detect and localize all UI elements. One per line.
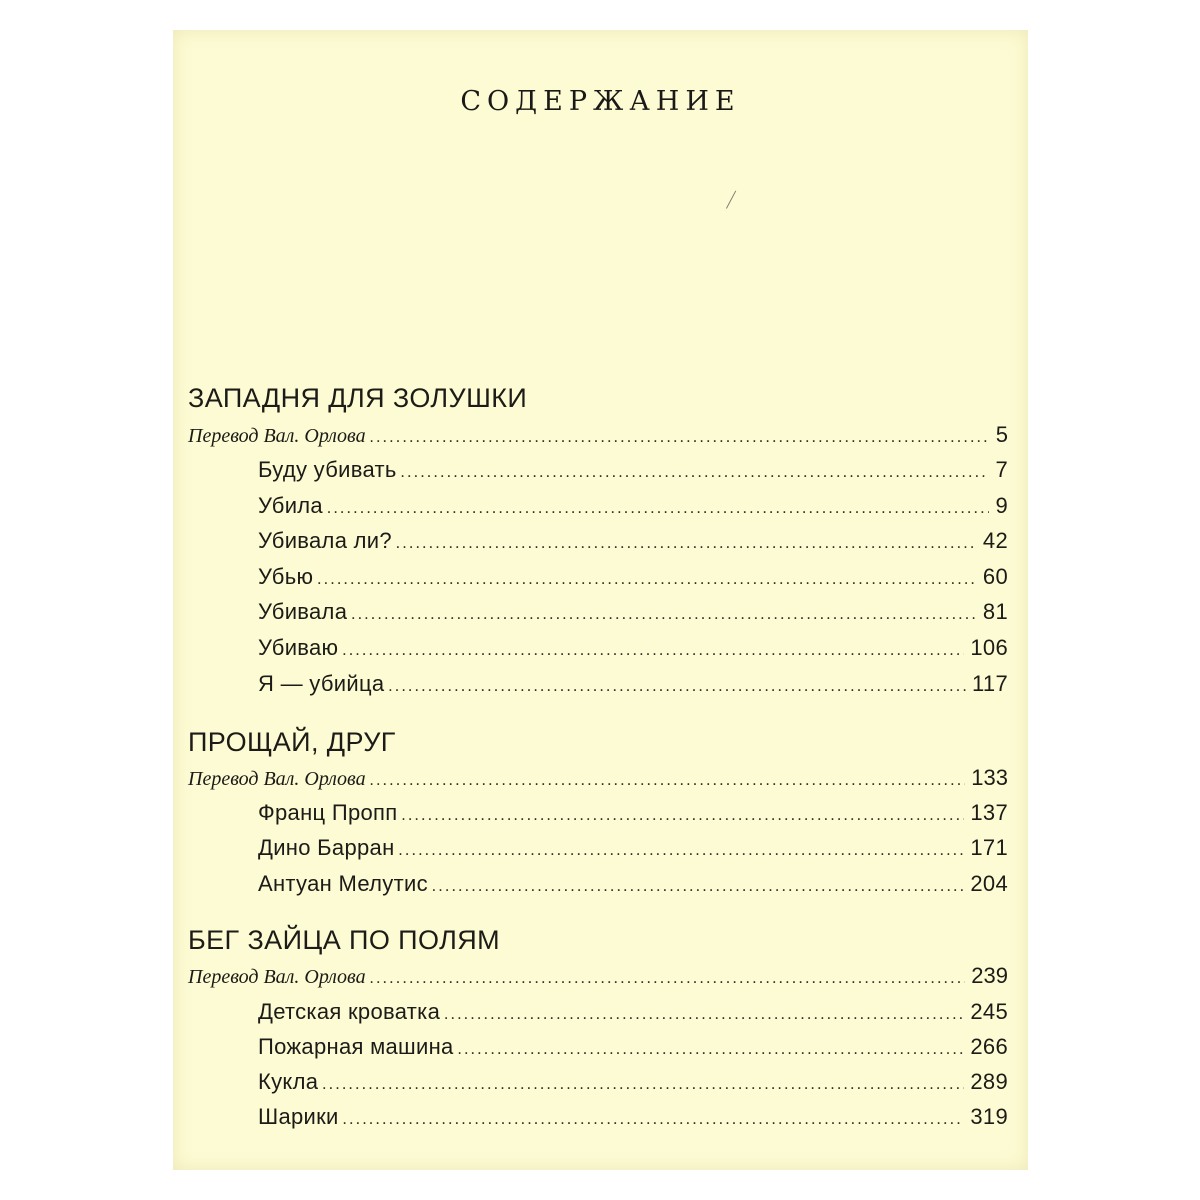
dot-leader [444,1000,964,1030]
entry-label: Убивала [258,599,348,624]
page-number: 239 [971,963,1008,988]
toc-chapter-entry[interactable] [258,491,1008,521]
entry-label: Убивала ли? [258,528,392,553]
dot-leader [458,1035,965,1065]
dot-leader [343,1105,965,1135]
toc-translator-entry[interactable] [188,961,1008,991]
dot-leader [317,565,977,595]
dot-leader [399,836,965,866]
entry-label: Убила [258,493,323,518]
page-number: 266 [970,1034,1008,1059]
toc-chapter-entry[interactable] [258,833,1008,863]
page-number: 171 [970,835,1008,860]
toc-translator-entry[interactable] [188,763,1008,793]
dot-leader [370,423,990,453]
toc-chapter-entry[interactable] [258,798,1008,828]
dot-leader [396,529,977,559]
page-title: СОДЕРЖАНИЕ [460,86,741,117]
entry-label: Перевод Вал. Орлова [188,966,366,988]
dot-leader [401,458,990,488]
toc-chapter-entry[interactable] [258,869,1008,899]
entry-label: Перевод Вал. Орлова [188,768,366,790]
entry-label: Дино Барран [258,835,395,860]
section-title-1: ЗАПАДНЯ ДЛЯ ЗОЛУШКИ [188,383,528,413]
dot-leader [432,872,965,902]
page-number: 81 [982,599,1008,624]
page-number: 137 [970,800,1008,825]
section-title-2: ПРОЩАЙ, ДРУГ [188,727,396,757]
page-number: 245 [970,999,1008,1024]
entry-label: Антуан Мелутис [258,871,428,896]
pencil-mark-icon [726,191,745,214]
page-number: 60 [982,564,1008,589]
entry-label: Убью [258,564,314,589]
entry-label: Перевод Вал. Орлова [188,425,366,447]
page-number: 289 [970,1069,1008,1094]
toc-chapter-entry[interactable] [258,1032,1008,1062]
entry-label: Убиваю [258,635,339,660]
dot-leader [322,1070,964,1100]
dot-leader [370,766,966,796]
entry-label: Шарики [258,1104,339,1129]
page-number: 133 [971,765,1008,790]
dot-leader [401,801,964,831]
entry-label: Франц Пропп [258,800,398,825]
toc-chapter-entry[interactable] [258,526,1008,556]
section-title-3: БЕГ ЗАЙЦА ПО ПОЛЯМ [188,925,500,955]
page-number: 9 [995,493,1008,518]
toc-chapter-entry[interactable] [258,997,1008,1027]
page-number: 319 [970,1104,1008,1129]
dot-leader [327,494,989,524]
page-number: 5 [995,422,1008,447]
entry-label: Буду убивать [258,457,397,482]
toc-chapter-entry[interactable] [258,669,1008,699]
dot-leader [370,964,966,994]
toc-chapter-entry[interactable] [258,455,1008,485]
page-number: 106 [970,635,1008,660]
page-number: 204 [970,871,1008,896]
book-page [173,30,1028,1170]
toc-chapter-entry[interactable] [258,1067,1008,1097]
entry-label: Детская кроватка [258,999,441,1024]
toc-chapter-entry[interactable] [258,1102,1008,1132]
dot-leader [388,672,966,702]
toc-chapter-entry[interactable] [258,633,1008,663]
toc-translator-entry[interactable] [188,420,1008,450]
page-number: 7 [995,457,1008,482]
page-number: 42 [982,528,1008,553]
dot-leader [351,600,977,630]
entry-label: Пожарная машина [258,1034,454,1059]
page-number: 117 [972,671,1008,696]
toc-chapter-entry[interactable] [258,597,1008,627]
toc-chapter-entry[interactable] [258,562,1008,592]
dot-leader [342,636,964,666]
entry-label: Кукла [258,1069,319,1094]
entry-label: Я — убийца [258,671,385,696]
